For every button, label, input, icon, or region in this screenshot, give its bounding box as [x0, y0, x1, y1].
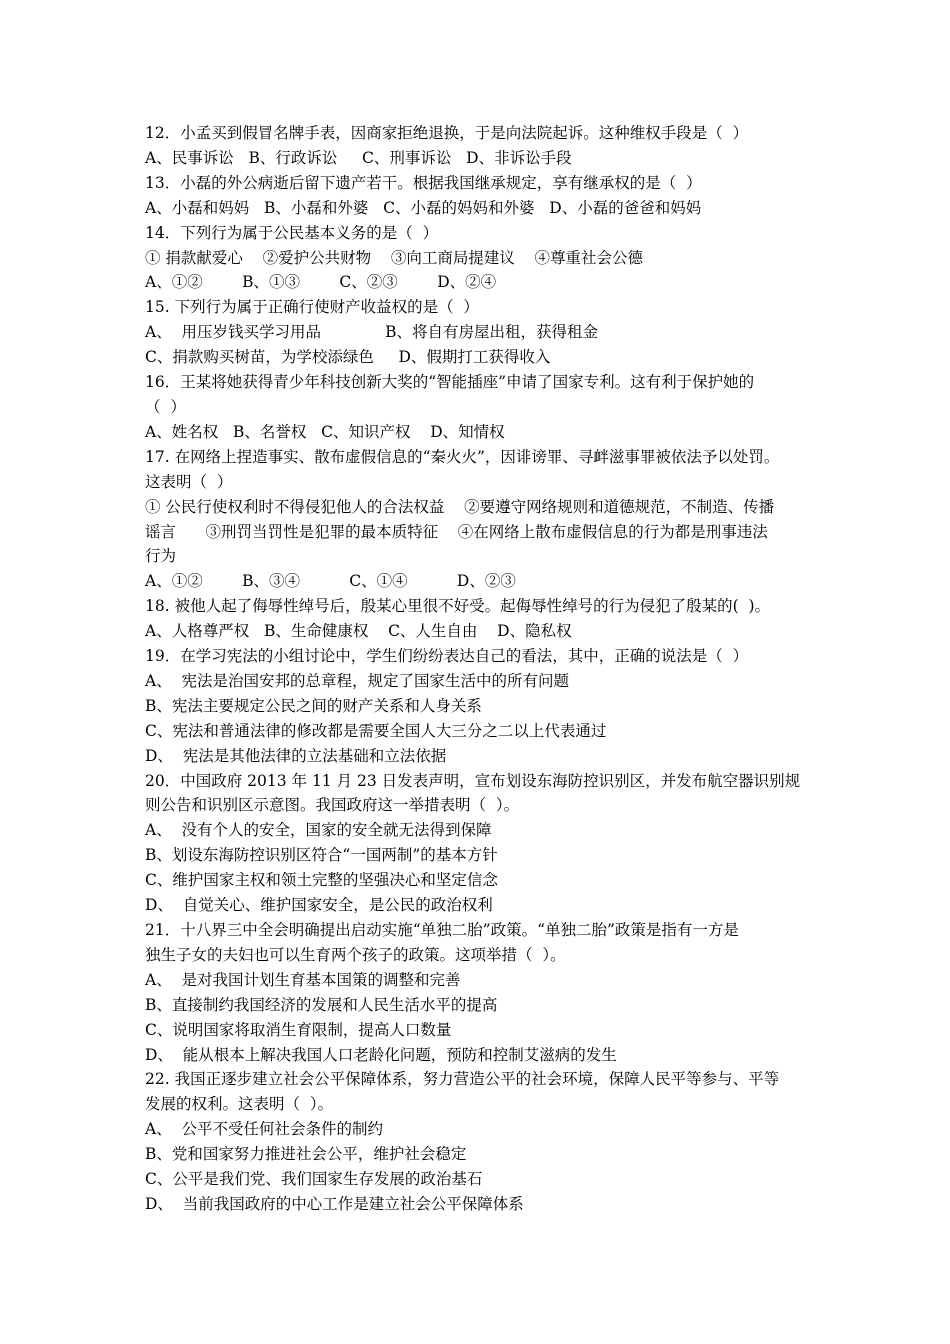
text-line: A、小磊和妈妈 B、小磊和外婆 C、小磊的妈妈和外婆 D、小磊的爸爸和妈妈 — [145, 198, 702, 217]
text-line: C、捐款购买树苗，为学校添绿色 D、假期打工获得收入 — [145, 348, 551, 367]
text-line: A、 宪法是治国安邦的总章程，规定了国家生活中的所有问题 — [145, 671, 570, 690]
text-line: 15. 下列行为属于正确行使财产收益权的是（ ） — [145, 298, 479, 317]
text-line: C、宪法和普通法律的修改都是需要全国人大三分之二以上代表通过 — [145, 721, 607, 740]
text-line: ① 公民行使权利时不得侵犯他人的合法权益 ②要遵守网络规则和道德规范，不制造、传播 — [145, 497, 775, 516]
text-line: ① 捐款献爱心 ②爱护公共财物 ③向工商局提建议 ④尊重社会公德 — [145, 248, 644, 267]
text-line: 发展的权利。这表明（ ）。 — [145, 1095, 334, 1114]
text-line: 17. 在网络上捏造事实、散布虚假信息的“秦火火”，因诽谤罪、寻衅滋事罪被依法予以处罚。 — [145, 447, 780, 466]
text-line: B、党和国家努力推进社会公平，维护社会稳定 — [145, 1145, 467, 1164]
text-line: C、维护国家主权和领土完整的坚强决心和坚定信念 — [145, 871, 498, 890]
text-line: 21．十八界三中全会明确提出启动实施“单独二胎”政策。“单独二胎”政策是指有一方是 — [145, 921, 739, 939]
text-line: D、 当前我国政府的中心工作是建立社会公平保障体系 — [145, 1194, 524, 1213]
text-line: 22. 我国正逐步建立社会公平保障体系，努力营造公平的社会环境，保障人民平等参与、平等 — [145, 1070, 780, 1089]
text-line: 独生子女的夫妇也可以生育两个孩子的政策。这项举措（ ）。 — [145, 945, 566, 964]
text-line: D、 自觉关心、维护国家安全，是公民的政治权利 — [145, 896, 493, 915]
text-line: 20．中国政府 2013 年 11 月 23 日发表声明，宣布划设东海防控识别区，并发布航空器识别规 — [145, 771, 801, 790]
text-line: 18. 被他人起了侮辱性绰号后，殷某心里很不好受。起侮辱性绰号的行为侵犯了殷某的( )。 — [145, 597, 771, 616]
text-line: A、姓名权 B、名誉权 C、知识产权 D、知情权 — [145, 422, 505, 441]
text-line: 13．小磊的外公病逝后留下遗产若干。根据我国继承规定，享有继承权的是（ ） — [145, 173, 702, 192]
text-line: 14．下列行为属于公民基本义务的是（ ） — [145, 223, 439, 242]
text-line: C、说明国家将取消生育限制，提高人口数量 — [145, 1020, 452, 1039]
text-line: 则公告和识别区示意图。我国政府这一举措表明（ ）。 — [145, 796, 520, 815]
text-line: 谣言 ③刑罚当罚性是犯罪的最本质特征 ④在网络上散布虚假信息的行为都是刑事违法 — [145, 522, 768, 541]
text-line: B、直接制约我国经济的发展和人民生活水平的提高 — [145, 995, 498, 1014]
text-line: B、宪法主要规定公民之间的财产关系和人身关系 — [145, 696, 482, 715]
text-line: A、人格尊严权 B、生命健康权 C、人生自由 D、隐私权 — [145, 622, 572, 641]
text-line: 19．在学习宪法的小组讨论中，学生们纷纷表达自己的看法，其中，正确的说法是（ ） — [145, 647, 749, 666]
text-line: B、划设东海防控识别区符合“一国两制”的基本方针 — [145, 846, 498, 865]
text-line: A、 用压岁钱买学习用品 B、将自有房屋出租，获得租金 — [145, 323, 598, 342]
text-line: A、 公平不受任何社会条件的制约 — [145, 1120, 384, 1139]
text-line: （ ） — [145, 397, 186, 416]
text-line: A、①② B、①③ C、②③ D、②④ — [145, 273, 497, 292]
text-line: A、①② B、③④ C、①④ D、②③ — [145, 572, 516, 591]
text-line: A、 是对我国计划生育基本国策的调整和完善 — [145, 970, 461, 989]
text-line: A、民事诉讼 B、行政诉讼 C、刑事诉讼 D、非诉讼手段 — [145, 148, 572, 167]
text-line: 这表明（ ） — [145, 472, 233, 491]
text-line: D、 宪法是其他法律的立法基础和立法依据 — [145, 746, 447, 765]
text-line: 行为 — [145, 547, 177, 566]
text-line: C、公平是我们党、我们国家生存发展的政治基石 — [145, 1170, 483, 1189]
text-line: 12．小孟买到假冒名牌手表，因商家拒绝退换，于是向法院起诉。这种维权手段是（ ） — [145, 124, 749, 142]
text-line: D、 能从根本上解决我国人口老龄化问题，预防和控制艾滋病的发生 — [145, 1045, 617, 1064]
document-page — [145, 121, 825, 1217]
text-line: 16．王某将她获得青少年科技创新大奖的“智能插座”申请了国家专利。这有利于保护她的 — [145, 373, 755, 392]
text-line: A、 没有个人的安全，国家的安全就无法得到保障 — [145, 821, 492, 840]
